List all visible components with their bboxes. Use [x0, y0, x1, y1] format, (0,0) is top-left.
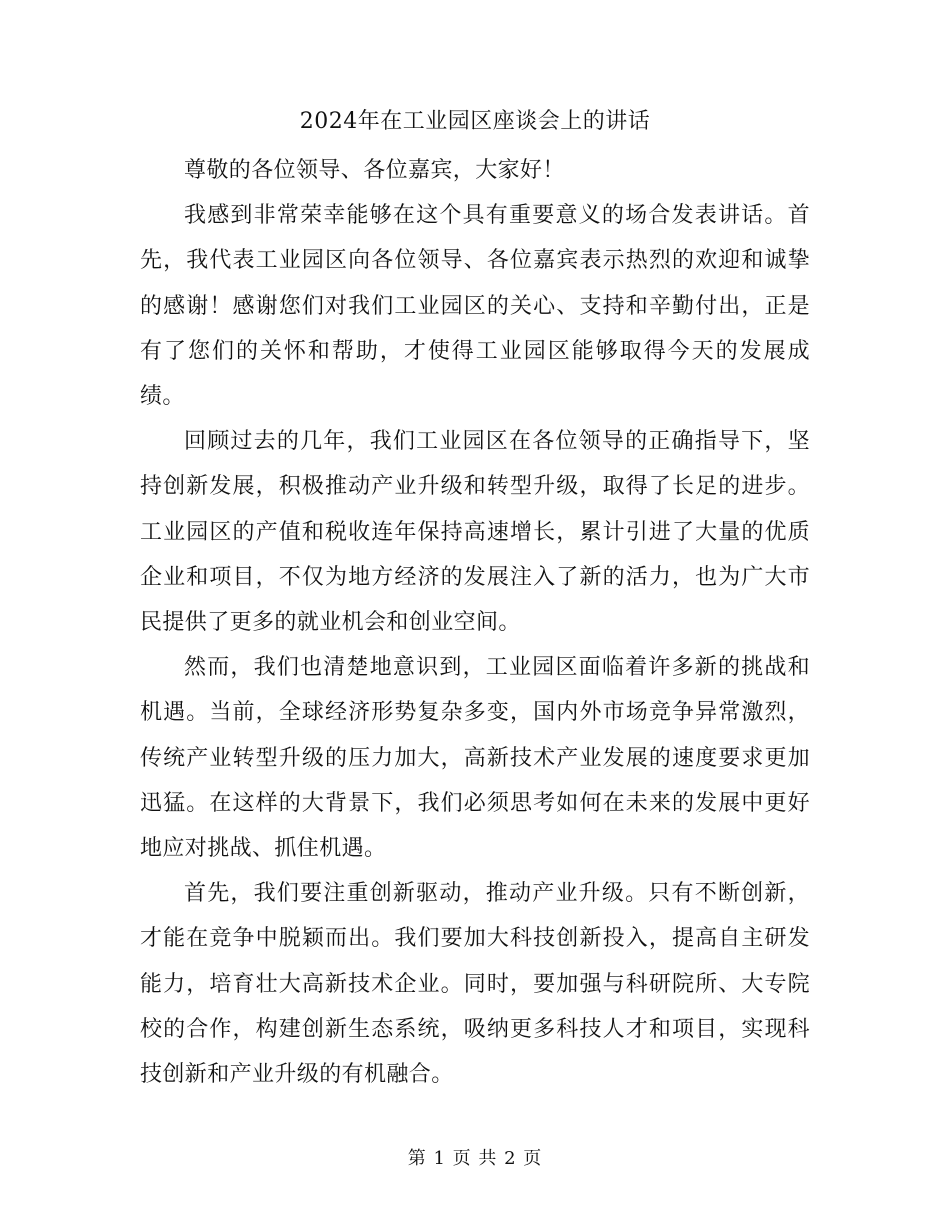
paragraph-innovation: 首先，我们要注重创新驱动，推动产业升级。只有不断创新，才能在竞争中脱颖而出。我们要加大科技创新投入，提高自主研发能力，培育壮大高新技术企业。同时，要加强与科研院所、大专院校的合作，构建创新生态系统，吸纳更多科技人才和项目，实现科技创新和产业升级的有机融合。 [140, 881, 810, 1088]
paragraph-review: 回顾过去的几年，我们工业园区在各位领导的正确指导下，坚持创新发展，积极推动产业升级和转型升级，取得了长足的进步。工业园区的产值和税收连年保持高速增长，累计引进了大量的优质企业和项目，不仅为地方经济的发展注入了新的活力，也为广大市民提供了更多的就业机会和创业空间。 [140, 429, 810, 636]
page-number: 第 1 页 共 2 页 [407, 1148, 543, 1169]
paragraph-greeting: 尊敬的各位领导、各位嘉宾，大家好！ [184, 158, 565, 183]
paragraph-thanks: 我感到非常荣幸能够在这个具有重要意义的场合发表讲话。首先，我代表工业园区向各位领导、各位嘉宾表示热烈的欢迎和诚挚的感谢！感谢您们对我们工业园区的关心、支持和辛勤付出，正是有了您们的关怀和帮助，才使得工业园区能够取得今天的发展成绩。 [140, 203, 810, 410]
document-title: 2024年在工业园区座谈会上的讲话 [299, 109, 651, 134]
document-body [140, 148, 810, 1097]
paragraph-challenges: 然而，我们也清楚地意识到，工业园区面临着许多新的挑战和机遇。当前，全球经济形势复杂多变，国内外市场竞争异常激烈，传统产业转型升级的压力加大，高新技术产业发展的速度要求更加迅猛。在这样的大背景下，我们必须思考如何在未来的发展中更好地应对挑战、抓住机遇。 [140, 655, 810, 862]
